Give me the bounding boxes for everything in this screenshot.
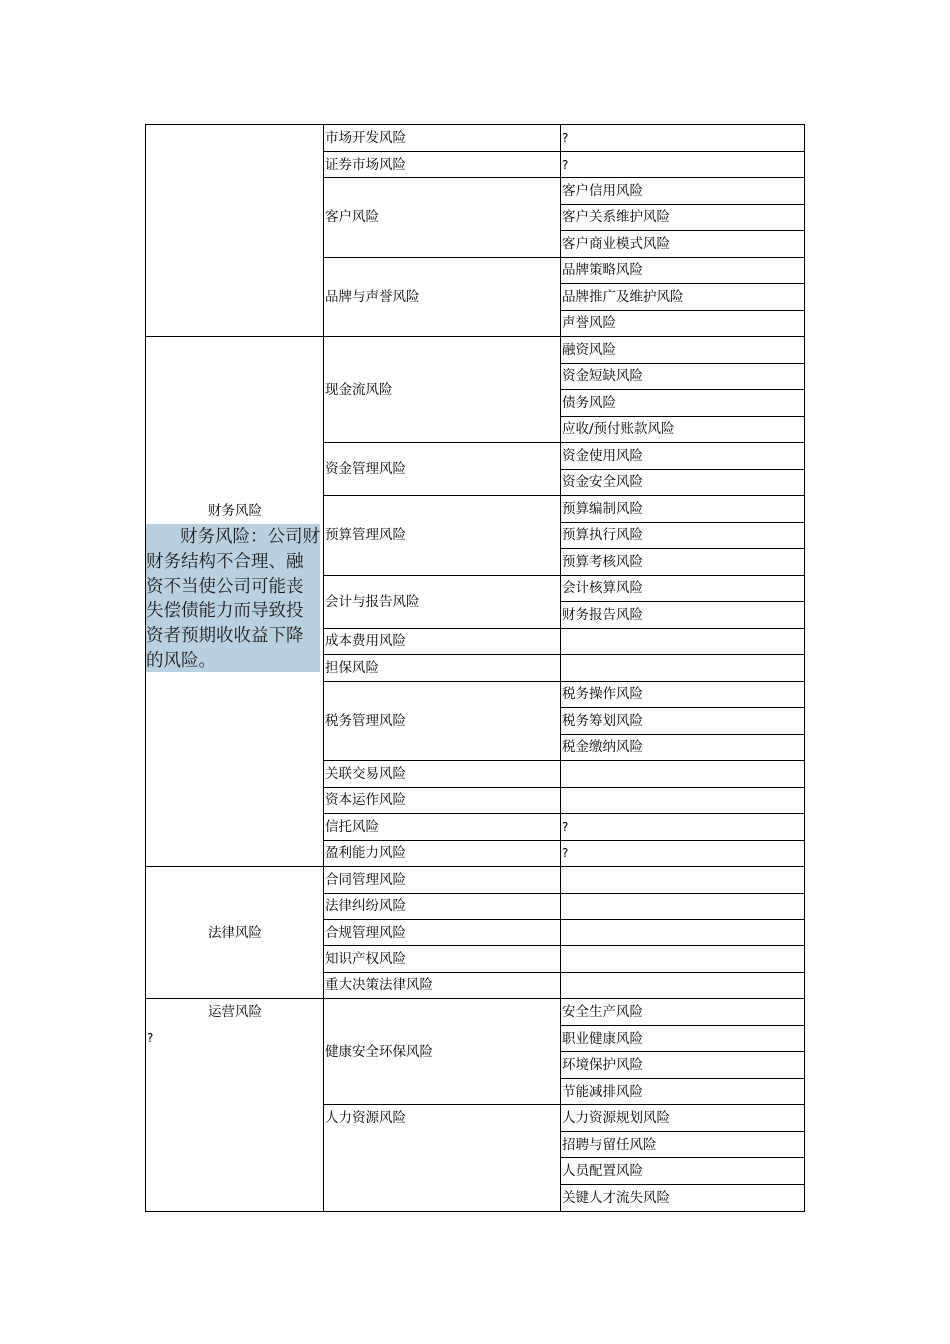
sub-risk-item: 节能减排风险 [562, 1084, 643, 1100]
sub-risk-item: 财务报告风险 [562, 607, 643, 623]
sub-risk-item: 安全生产风险 [562, 1004, 643, 1020]
category-operations: 运营风险 [208, 1004, 262, 1020]
risk-item: 市场开发风险 [325, 130, 406, 146]
risk-item: 成本费用风险 [325, 633, 406, 649]
row-divider [323, 628, 805, 629]
sub-risk-item: 品牌推广及维护风险 [562, 289, 684, 305]
row-divider [323, 177, 805, 178]
sub-risk-item: ? [562, 846, 569, 860]
risk-item: 税务管理风险 [325, 713, 406, 729]
row-divider [323, 945, 805, 946]
sub-risk-item: 人员配置风险 [562, 1163, 643, 1179]
row-divider [560, 601, 805, 602]
sub-risk-item: 客户信用风险 [562, 183, 643, 199]
sub-risk-item: 声誉风险 [562, 315, 616, 331]
sub-risk-item: 职业健康风险 [562, 1031, 643, 1047]
sub-risk-item: 客户关系维护风险 [562, 209, 670, 225]
sub-risk-item: 关键人才流失风险 [562, 1190, 670, 1206]
risk-item: 合同管理风险 [325, 872, 406, 888]
sub-risk-item: ? [562, 820, 569, 834]
category-legal: 法律风险 [208, 925, 262, 941]
sub-risk-item: 债务风险 [562, 395, 616, 411]
row-divider [560, 310, 805, 311]
risk-item: 资本运作风险 [325, 792, 406, 808]
sub-risk-item: 预算考核风险 [562, 554, 643, 570]
risk-item: 担保风险 [325, 660, 379, 676]
sub-risk-item: ? [562, 131, 569, 145]
row-divider [560, 1078, 805, 1079]
sub-risk-item: 客户商业模式风险 [562, 236, 670, 252]
risk-item: 预算管理风险 [325, 527, 406, 543]
sub-risk-item: 资金使用风险 [562, 448, 643, 464]
sub-risk-item: ? [562, 158, 569, 172]
finance-note-text: 财务风险：公司财财务结构不合理、融资不当使公司可能丧失偿债能力而导致投资者预期收收益下降的风险。 [146, 527, 320, 671]
risk-item: 盈利能力风险 [325, 845, 406, 861]
risk-item: 品牌与声誉风险 [325, 289, 420, 305]
row-divider [323, 787, 805, 788]
row-divider [323, 257, 805, 258]
row-divider [560, 734, 805, 735]
sub-risk-item: 税务筹划风险 [562, 713, 643, 729]
row-divider [560, 363, 805, 364]
risk-item: 关联交易风险 [325, 766, 406, 782]
row-divider [560, 1051, 805, 1052]
risk-item: 会计与报告风险 [325, 594, 420, 610]
row-divider [323, 760, 805, 761]
row-divider [560, 1025, 805, 1026]
sub-risk-item: 融资风险 [562, 342, 616, 358]
row-divider [323, 813, 805, 814]
sub-risk-item: 税务操作风险 [562, 686, 643, 702]
sub-risk-item: 会计核算风险 [562, 580, 643, 596]
category-finance: 财务风险 [208, 503, 262, 519]
risk-item: 现金流风险 [325, 382, 393, 398]
risk-item: 客户风险 [325, 209, 379, 225]
row-divider [560, 204, 805, 205]
risk-item: 知识产权风险 [325, 951, 406, 967]
row-divider [323, 654, 805, 655]
sub-risk-item: 资金短缺风险 [562, 368, 643, 384]
sub-risk-item: 预算执行风险 [562, 527, 643, 543]
row-divider [323, 681, 805, 682]
row-divider [145, 336, 805, 337]
sub-risk-item: 环境保护风险 [562, 1057, 643, 1073]
row-divider [323, 919, 805, 920]
column-divider [560, 124, 561, 1212]
row-divider [560, 707, 805, 708]
row-divider [560, 522, 805, 523]
row-divider [560, 469, 805, 470]
row-divider [323, 151, 805, 152]
sub-risk-item: 税金缴纳风险 [562, 739, 643, 755]
risk-item: 健康安全环保风险 [325, 1044, 433, 1060]
row-divider [323, 442, 805, 443]
row-divider [560, 283, 805, 284]
risk-item: 重大决策法律风险 [325, 977, 433, 993]
operations-mark: ? [147, 1031, 154, 1045]
row-divider [560, 548, 805, 549]
risk-item: 资金管理风险 [325, 461, 406, 477]
column-divider [323, 124, 324, 1212]
risk-item: 证券市场风险 [325, 157, 406, 173]
sub-risk-item: 应收/预付账款风险 [562, 421, 675, 437]
row-divider [560, 230, 805, 231]
row-divider [560, 1184, 805, 1185]
row-divider [560, 1157, 805, 1158]
sub-risk-item: 品牌策略风险 [562, 262, 643, 278]
row-divider [145, 866, 805, 867]
row-divider [323, 495, 805, 496]
sub-risk-item: 资金安全风险 [562, 474, 643, 490]
risk-item: 法律纠纷风险 [325, 898, 406, 914]
row-divider [560, 416, 805, 417]
risk-item: 人力资源风险 [325, 1110, 406, 1126]
sub-risk-item: 预算编制风险 [562, 501, 643, 517]
finance-note [146, 524, 320, 672]
sub-risk-item: 招聘与留任风险 [562, 1137, 657, 1153]
risk-item: 信托风险 [325, 819, 379, 835]
row-divider [323, 840, 805, 841]
row-divider [323, 972, 805, 973]
sub-risk-item: 人力资源规划风险 [562, 1110, 670, 1126]
row-divider [323, 1104, 805, 1105]
row-divider [145, 998, 805, 999]
row-divider [560, 1131, 805, 1132]
row-divider [560, 389, 805, 390]
row-divider [323, 893, 805, 894]
risk-item: 合规管理风险 [325, 925, 406, 941]
row-divider [323, 575, 805, 576]
